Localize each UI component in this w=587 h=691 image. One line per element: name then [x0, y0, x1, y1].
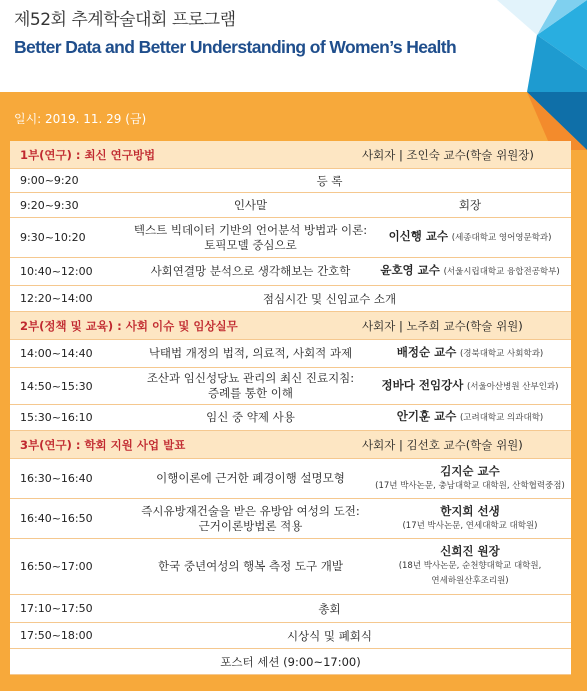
- page-title-english: Better Data and Better Understanding of Women’s Health: [14, 37, 457, 57]
- speaker-name: 배정순 교수: [396, 345, 457, 359]
- table-row: [10, 218, 571, 258]
- row-time: 16:30~16:40: [20, 472, 93, 485]
- row-speaker: 회장: [458, 197, 482, 212]
- poster-session: 포스터 세션 (9:00~17:00): [220, 654, 361, 669]
- row-speaker: [370, 378, 570, 395]
- speaker-affiliation: (경북대학교 사회학과): [459, 349, 544, 359]
- speaker-affiliation: (세종대학교 영어영문학과): [451, 233, 552, 243]
- row-speaker: [370, 504, 570, 534]
- section-chair: 사회자 | 조인숙 교수(학술 위원장): [362, 147, 534, 162]
- row-content: [88, 371, 413, 401]
- row-content: 이행이론에 근거한 폐경이행 설명모형: [156, 471, 345, 485]
- speaker-name: 안기훈 교수: [396, 409, 457, 423]
- row-speaker: [370, 464, 570, 494]
- speaker-name: 이신행 교수: [388, 229, 449, 243]
- row-content: 사회연결망 분석으로 생각해보는 간호학: [150, 264, 351, 278]
- row-content: [88, 223, 413, 253]
- row-time: 12:20~14:00: [20, 292, 93, 305]
- poster-session-row: [10, 649, 571, 675]
- table-row: [10, 258, 571, 286]
- section-header: [10, 141, 571, 169]
- table-row: [10, 340, 571, 368]
- speaker-affiliation: (서울아산병원 산부인과): [466, 381, 559, 392]
- row-content-line: 근거이론방법론 적용: [198, 518, 303, 533]
- speaker-affiliation: (17년 박사논문, 충남대학교 대학원, 산학협력중점): [375, 480, 565, 491]
- row-content: 총회: [318, 601, 341, 616]
- decorative-triangles: [467, 0, 587, 160]
- row-content-line: 증례를 통한 이해: [207, 386, 294, 400]
- event-date: 일시: 2019. 11. 29 (금): [14, 112, 147, 126]
- speaker-affiliation: (서울시립대학교 융합전공학부): [443, 267, 560, 277]
- row-content-line: 텍스트 빅데이터 기반의 언어분석 방법과 이론:: [133, 222, 368, 237]
- table-row: [10, 499, 571, 539]
- table-row: [10, 459, 571, 499]
- speaker-name: 신희진 원장: [440, 544, 500, 558]
- section-header: [10, 431, 571, 459]
- row-time: 9:30~10:20: [20, 231, 86, 244]
- speaker-affiliation: (고려대학교 의과대학): [459, 413, 544, 423]
- section-title: 2부(정책 및 교육) : 사회 이슈 및 임상실무: [20, 318, 238, 333]
- section-chair: 사회자 | 김선호 교수(학술 위원): [362, 437, 523, 452]
- speaker-affiliation: 연세하원산후조리원): [431, 576, 509, 586]
- row-content: 등 록: [316, 173, 343, 188]
- row-time: 14:00~14:40: [20, 347, 93, 360]
- row-time: 9:20~9:30: [20, 198, 79, 212]
- table-row: [10, 286, 571, 312]
- row-time: 17:10~17:50: [20, 602, 93, 615]
- row-content: [88, 504, 413, 534]
- speaker-affiliation: (17년 박사논문, 연세대학교 대학원): [402, 520, 538, 531]
- row-speaker: [370, 544, 570, 589]
- row-time: 17:50~18:00: [20, 629, 93, 642]
- row-speaker: [370, 229, 570, 246]
- row-content-line: 조산과 임신성당뇨 관리의 최신 진료지침:: [146, 371, 355, 385]
- table-row: [10, 405, 571, 431]
- row-time: 9:00~9:20: [20, 174, 79, 187]
- row-content: 인사말: [233, 197, 268, 212]
- speaker-name: 한지희 선생: [440, 503, 500, 518]
- section-title: 1부(연구) : 최신 연구방법: [20, 147, 156, 162]
- speaker-name: 정바다 전임강사: [381, 377, 464, 392]
- section-header: [10, 312, 571, 340]
- row-speaker: [370, 409, 570, 426]
- row-speaker: [370, 345, 570, 362]
- table-row: [10, 623, 571, 649]
- row-content-line: 토픽모델 중심으로: [204, 237, 297, 252]
- page-title-korean: 제52회 추계학술대회 프로그램: [14, 10, 236, 30]
- speaker-affiliation: (18년 박사논문, 순천향대학교 대학원,: [398, 561, 542, 571]
- table-row: [10, 169, 571, 193]
- row-content: 임신 중 약제 사용: [206, 410, 295, 424]
- table-row: [10, 368, 571, 405]
- row-content: 낙태법 개정의 법적, 의료적, 사회적 과제: [148, 346, 353, 360]
- section-title: 3부(연구) : 학회 지원 사업 발표: [20, 437, 186, 452]
- table-row: [10, 595, 571, 623]
- speaker-name: 윤호영 교수: [380, 263, 440, 277]
- table-row: [10, 193, 571, 218]
- speaker-name: 김지순 교수: [440, 463, 500, 478]
- row-content: 시상식 및 폐회식: [286, 628, 373, 643]
- row-time: 10:40~12:00: [20, 265, 93, 278]
- row-content-line: 즉시유방재건술을 받은 유방암 여성의 도전:: [141, 503, 360, 518]
- row-time: 16:50~17:00: [20, 560, 93, 573]
- row-time: 14:50~15:30: [20, 379, 93, 393]
- program-table: [10, 141, 571, 675]
- row-content: 점심시간 및 신임교수 소개: [262, 291, 397, 306]
- row-time: 15:30~16:10: [20, 411, 93, 424]
- row-content: 한국 중년여성의 행복 측정 도구 개발: [158, 559, 343, 573]
- row-speaker: [370, 263, 570, 280]
- table-row: [10, 539, 571, 595]
- row-time: 16:40~16:50: [20, 512, 93, 525]
- section-chair: 사회자 | 노주희 교수(학술 위원): [362, 318, 523, 333]
